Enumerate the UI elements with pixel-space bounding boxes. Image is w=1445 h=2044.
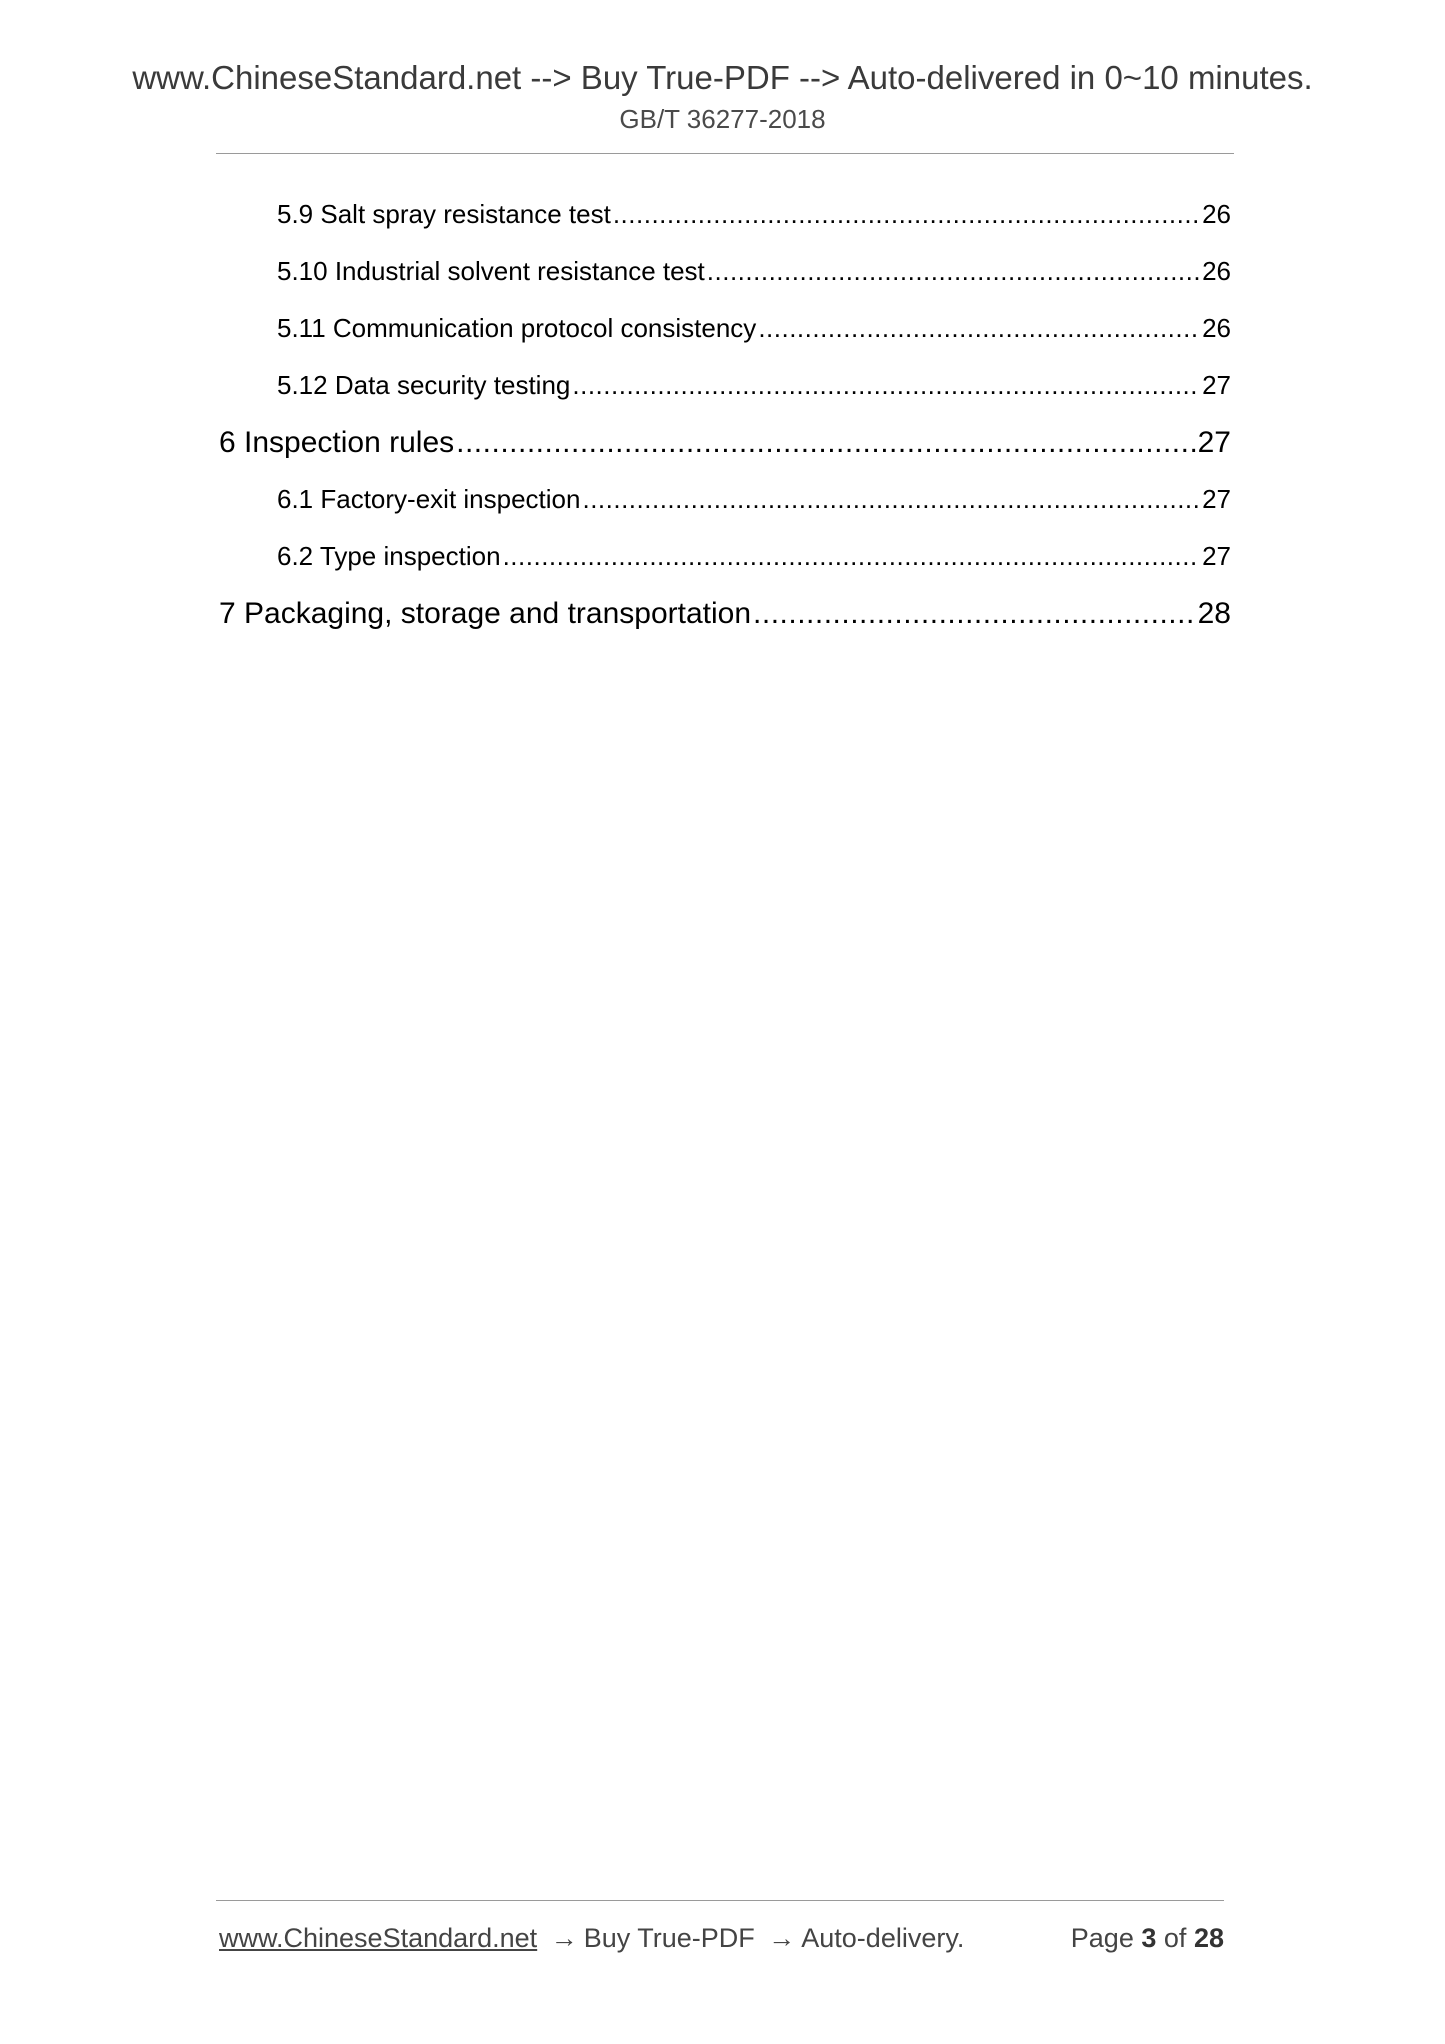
header-banner: www.ChineseStandard.net --> Buy True-PDF --> Auto-delivered in 0~10 minutes.: [132, 59, 1313, 96]
toc-dot-leader: [572, 361, 1200, 409]
toc-entry-5-11[interactable]: [219, 304, 1231, 361]
auto-delivery-text: Auto-delivery.: [801, 1923, 965, 1953]
toc-entry-page: 26: [1202, 313, 1231, 343]
toc-entry-title: 7 Packaging, storage and transportation: [219, 597, 752, 630]
page-label: Page: [1070, 1923, 1134, 1953]
toc-dot-leader: [753, 589, 1196, 639]
toc-entry-5-12[interactable]: [219, 361, 1231, 418]
toc-entry-5-10[interactable]: [219, 247, 1231, 304]
toc-entry-title: 6.1 Factory-exit inspection: [277, 484, 581, 514]
document-code: GB/T 36277-2018: [619, 104, 826, 134]
header-divider: [216, 153, 1234, 154]
toc-entry-page: 26: [1202, 199, 1231, 229]
toc-entry-page: 27: [1202, 370, 1231, 400]
toc-entry-title: 6 Inspection rules: [219, 426, 455, 459]
toc-entry-title: 5.12 Data security testing: [277, 370, 571, 400]
site-link[interactable]: www.ChineseStandard.net: [219, 1923, 538, 1953]
toc-entry-7[interactable]: [219, 589, 1231, 646]
toc-dot-leader: [758, 304, 1200, 352]
toc-entry-page: 27: [1197, 426, 1231, 459]
toc-entry-6-1[interactable]: [219, 475, 1231, 532]
toc-entry-title: 6.2 Type inspection: [277, 541, 501, 571]
table-of-contents: [219, 190, 1231, 646]
toc-entry-page: 28: [1197, 597, 1231, 630]
toc-dot-leader: [582, 475, 1200, 523]
page-number: [1071, 1918, 1224, 1958]
toc-dot-leader: [456, 418, 1195, 468]
toc-entry-title: 5.11 Communication protocol consistency: [277, 313, 757, 343]
toc-entry-page: 27: [1202, 541, 1231, 571]
toc-entry-title: 5.10 Industrial solvent resistance test: [277, 256, 705, 286]
toc-dot-leader: [613, 190, 1200, 238]
footer-promo: [219, 1918, 964, 1958]
right-arrow-icon: →: [768, 1923, 796, 1953]
toc-dot-leader: [707, 247, 1200, 295]
toc-entry-page: 26: [1202, 256, 1231, 286]
toc-dot-leader: [503, 532, 1201, 580]
toc-entry-title: 5.9 Salt spray resistance test: [277, 199, 611, 229]
toc-entry-page: 27: [1202, 484, 1231, 514]
page-current: 3: [1141, 1923, 1157, 1953]
toc-entry-6-2[interactable]: [219, 532, 1231, 589]
right-arrow-icon: →: [550, 1923, 578, 1953]
page-of-label: of: [1163, 1923, 1187, 1953]
page-total: 28: [1193, 1923, 1224, 1953]
buy-true-pdf-text: Buy True-PDF: [583, 1923, 755, 1953]
toc-entry-6[interactable]: [219, 418, 1231, 475]
toc-entry-5-9[interactable]: [219, 190, 1231, 247]
footer-divider: [216, 1900, 1224, 1901]
